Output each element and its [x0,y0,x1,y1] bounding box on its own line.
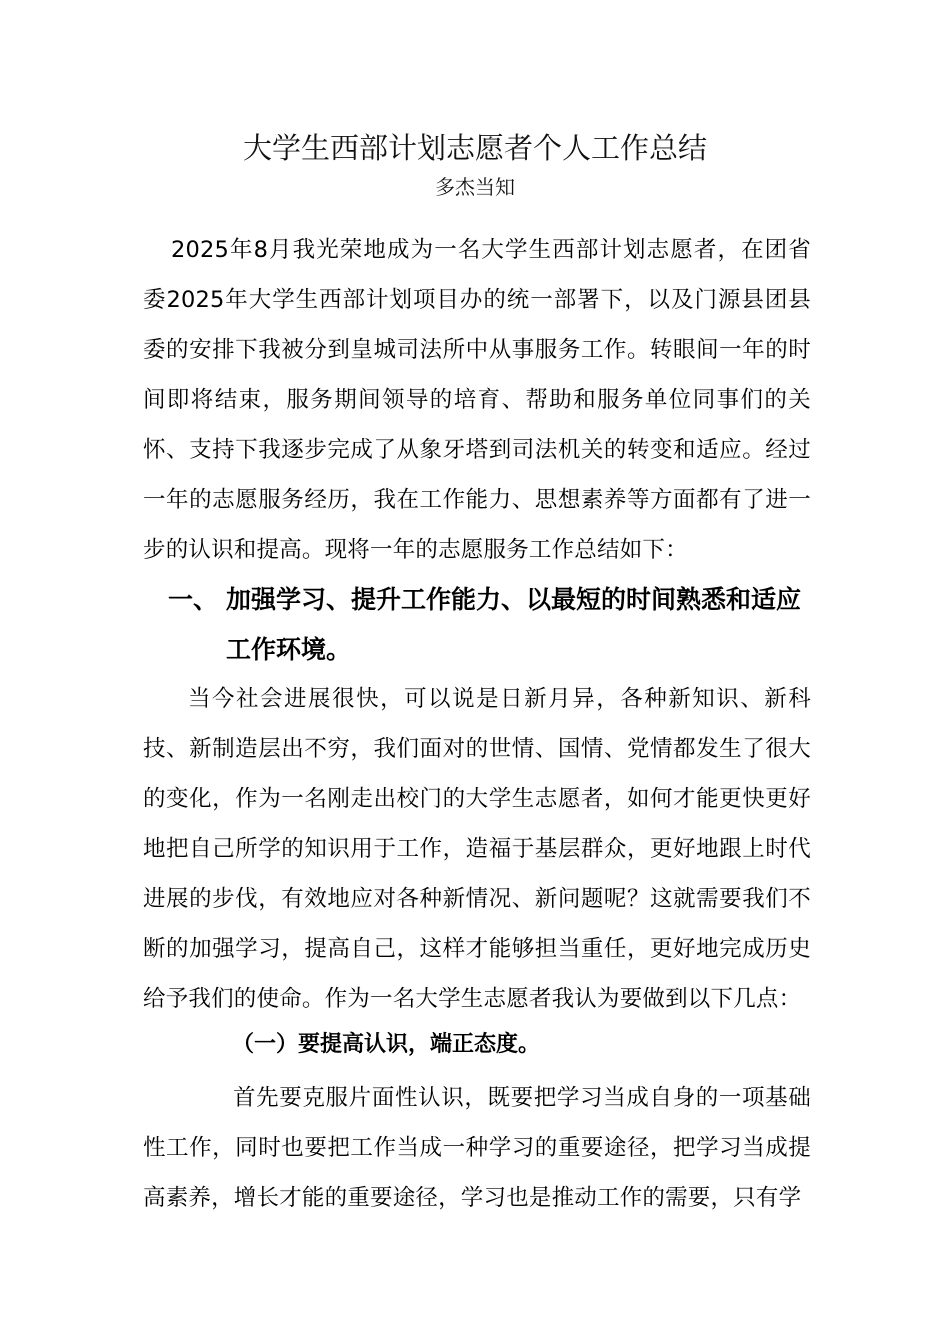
section-heading-text: 加强学习、提升工作能力、以最短的时间熟悉和适应工作环境。 [226,585,802,664]
section-heading-number: 一、 [168,585,219,614]
document-author: 多杰当知 [435,175,515,199]
intro-paragraph: 2025年8月我光荣地成为一名大学生西部计划志愿者，在团省委2025年大学生西部计划项目办的统一部署下，以及门源县团县委的安排下我被分到皇城司法所中从事服务工作。转眼间一年的时间即将结束，服务期间领导的培育、帮助和服务单位同事们的关怀、支持下我逐步完成了从象牙塔到司法机关的转变和适应。经过一年的志愿服务经历，我在工作能力、思想素养等方面都有了进一步的认识和提高。现将一年的志愿服务工作总结如下： [143,237,811,563]
document-title: 大学生西部计划志愿者个人工作总结 [242,131,707,165]
subsection-heading-1: （一）要提高认识，端正态度。 [232,1032,541,1057]
section-paragraph: 当今社会进展很快，可以说是日新月异，各种新知识、新科技、新制造层出不穷，我们面对的世情、国情、党情都发生了很大的变化，作为一名刚走出校门的大学生志愿者，如何才能更快更好地把自己所学的知识用于工作，造福于基层群众，更好地跟上时代进展的步伐，有效地应对各种新情况、新问题呢？这就需要我们不断的加强学习，提高自己，这样才能够担当重任，更好地完成历史给予我们的使命。作为一名大学生志愿者我认为要做到以下几点： [143,686,811,1012]
subsection-paragraph: 首先要克服片面性认识，既要把学习当成自身的一项基础性工作，同时也要把工作当成一种学习的重要途径，把学习当成提高素养，增长才能的重要途径，学习也是推动工作的需要，只有学 [143,1085,811,1211]
